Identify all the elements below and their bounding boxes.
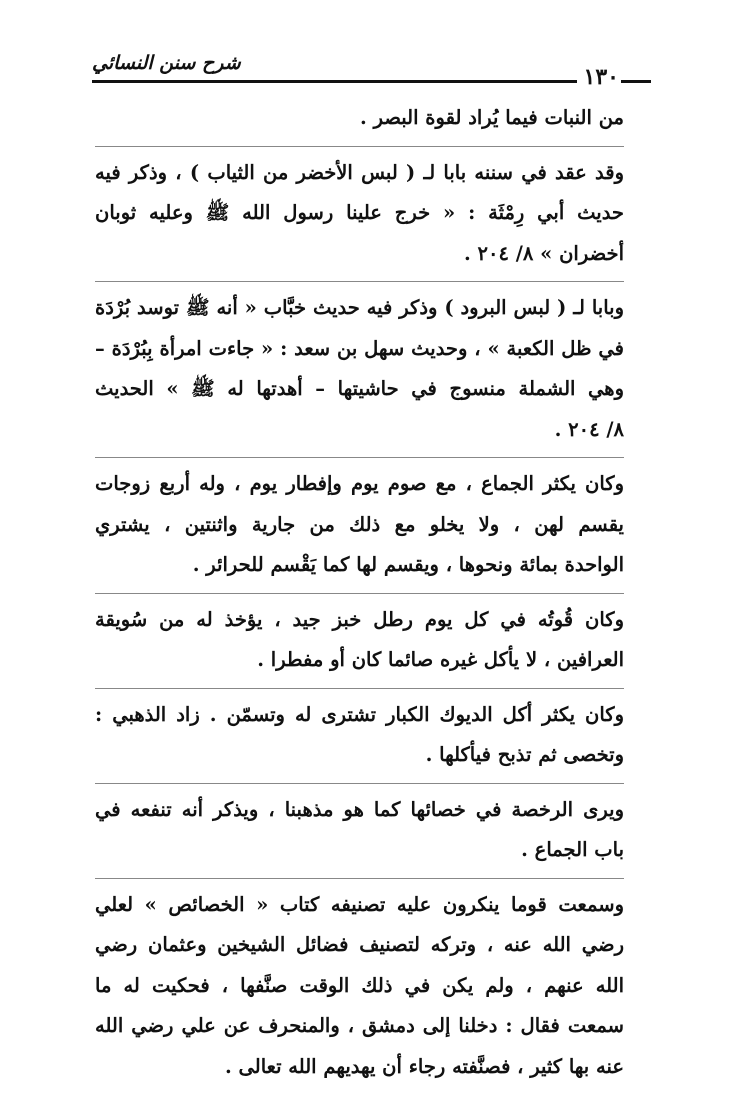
text-line: باب الجماع . [521,838,624,861]
text-line: وكان يكثر الجماع ، مع صوم يوم وإفطار يوم ، وله أربع زوجات [95,472,624,495]
divider [95,281,624,282]
text-line: ٨/ ٢٠٤ . [554,417,624,441]
text-line: سمعت فقال : دخلنا إلى دمشق ، والمنحرف عن علي رضي الله [95,1014,624,1037]
text-line: العرافين ، لا يأكل غيره صائما كان أو مفطرا . [257,648,624,671]
text-line: وسمعت قوما ينكرون عليه تصنيفه كتاب « الخصائص » لعلي [95,892,624,916]
text-line: حديث أبي رِمْثَة : « خرج علينا رسول الله ﷺ وعليه ثوبان [95,201,624,224]
text-line: رضي الله عنه ، وتركه لتصنيف فضائل الشيخين وعثمان رضي [95,933,624,956]
paragraph [95,153,624,275]
paragraph [95,885,624,1088]
paragraph [95,288,624,450]
paragraph [95,98,624,139]
divider [95,146,624,147]
paragraph [95,790,624,871]
text-line: وكان قُوتُه في كل يوم رطل خبز جيد ، يؤخذ له من سُويقة [95,607,624,631]
header-rule [92,80,577,83]
text-line: الواحدة بمائة ونحوها ، ويقسم لها كما يَقْسم للحرائر . [192,553,624,576]
divider [95,593,624,594]
divider [95,457,624,458]
running-title: شرح سنن النسائي [92,52,241,74]
divider [95,878,624,879]
text-line: وهي الشملة منسوج في حاشيتها – أهدتها له ﷺ » الحديث [95,377,624,400]
text-line: الله عنهم ، ولم يكن في ذلك الوقت صنَّفها ، فحكيت له ما [95,973,624,997]
page-number: ١٣٠ [583,64,619,90]
text-line: أخضران » ٨/ ٢٠٤ . [463,241,624,265]
paragraph [95,695,624,776]
text-line: عنه بها كثير ، فصنَّفته رجاء أن يهديهم الله تعالى . [224,1054,624,1078]
page-body [95,98,624,1094]
divider [95,688,624,689]
text-line: وكان يكثر أكل الديوك الكبار تشترى له وتسمّن . زاد الذهبي : [95,702,624,726]
divider [95,783,624,784]
text-line: وقد عقد في سننه بابا لـ ( لبس الأخضر من الثياب ) ، وذكر فيه [95,160,624,184]
text-line: يقسم لهن ، ولا يخلو مع ذلك من جارية واثنتين ، يشتري [95,512,624,536]
text-line: وتخصى ثم تذبح فيأكلها . [425,743,624,766]
header-rule-end [621,80,651,83]
text-line: ويرى الرخصة في خصائها كما هو مذهبنا ، ويذكر أنه تنفعه في [95,797,624,821]
text-line: من النبات فيما يُراد لقوة البصر . [360,106,624,129]
paragraph [95,600,624,681]
paragraph [95,464,624,586]
text-line: وبابا لـ ( لبس البرود ) وذكر فيه حديث خبَّاب « أنه ﷺ توسد بُرْدَة [95,296,624,319]
text-line: في ظل الكعبة » ، وحديث سهل بن سعد : « جاءت امرأة بِبُرْدَة – [95,336,624,360]
